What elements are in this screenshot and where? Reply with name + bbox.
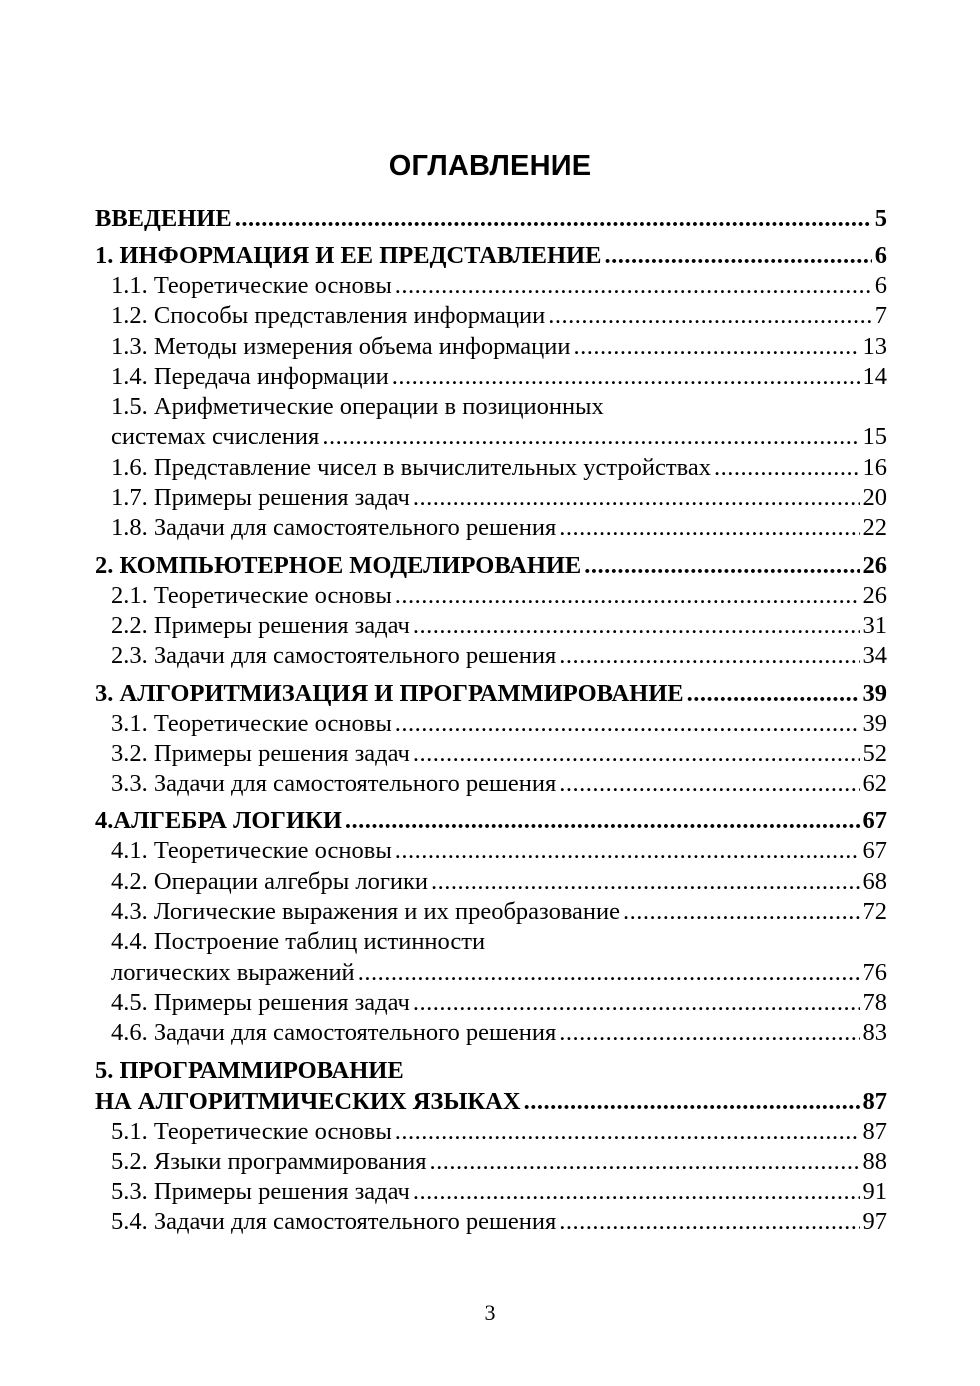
dot-leader <box>687 678 860 709</box>
toc-entry-page: 87 <box>862 1087 887 1115</box>
dot-leader <box>559 769 859 799</box>
toc-section-entry[interactable] <box>95 641 887 671</box>
dot-leader <box>235 203 872 234</box>
dot-leader <box>604 240 871 271</box>
toc-chapter-entry[interactable] <box>95 240 887 271</box>
toc-entry-title: 4.6. Задачи для самостоятельного решения <box>111 1019 557 1047</box>
toc-section-entry[interactable] <box>95 581 887 611</box>
toc-entry-title: 5.4. Задачи для самостоятельного решения <box>111 1208 557 1236</box>
toc-entry-page: 39 <box>862 709 887 737</box>
toc-section-entry[interactable] <box>95 513 887 543</box>
toc-chapter-entry[interactable] <box>95 678 887 709</box>
toc-entry-title: 4.3. Логические выражения и их преобразование <box>111 898 621 926</box>
toc-entry-title: 2. КОМПЬЮТЕРНОЕ МОДЕЛИРОВАНИЕ <box>95 551 582 579</box>
dot-leader <box>413 1177 860 1207</box>
toc-entry-title: 3.2. Примеры решения задач <box>111 739 410 767</box>
dot-leader <box>714 453 860 483</box>
toc-entry-page: 91 <box>862 1178 887 1206</box>
toc-entry-title: 1.1. Теоретические основы <box>111 272 392 299</box>
toc-entry-title: 2.2. Примеры решения задач <box>111 611 410 639</box>
toc-entry-page: 68 <box>862 867 887 895</box>
toc-section-entry[interactable] <box>95 392 887 422</box>
dot-leader <box>413 611 860 641</box>
toc-entry-page: 67 <box>862 807 887 835</box>
dot-leader <box>395 709 860 739</box>
toc-section-entry[interactable] <box>95 769 887 799</box>
toc-entry-title: 1. ИНФОРМАЦИЯ И ЕЕ ПРЕДСТАВЛЕНИЕ <box>95 242 602 269</box>
dot-leader <box>430 1147 860 1177</box>
toc-section-entry[interactable] <box>95 1207 887 1237</box>
dot-leader <box>559 513 859 543</box>
toc-entry-title: 4.АЛГЕБРА ЛОГИКИ <box>95 807 342 835</box>
toc-entry-title: 3.1. Теоретические основы <box>111 709 392 737</box>
toc-entry-page: 22 <box>862 514 887 542</box>
toc-entry-title: 3. АЛГОРИТМИЗАЦИЯ И ПРОГРАММИРОВАНИЕ <box>95 679 684 707</box>
toc-entry-page: 16 <box>862 453 887 481</box>
toc-entry-title: логических выражений <box>111 958 355 986</box>
toc-section-entry[interactable] <box>95 301 887 331</box>
toc-entry-title: 1.3. Методы измерения объема информации <box>111 332 571 360</box>
dot-leader <box>413 739 860 769</box>
toc-section-entry[interactable] <box>95 362 887 392</box>
dot-leader <box>322 422 859 452</box>
toc-section-entry[interactable] <box>95 271 887 301</box>
toc-section-entry[interactable] <box>95 867 887 897</box>
toc-entry-title: 3.3. Задачи для самостоятельного решения <box>111 770 557 798</box>
toc-entry-page: 20 <box>862 484 887 512</box>
dot-leader <box>392 362 860 392</box>
toc-entry-title: системах счисления <box>111 423 320 451</box>
toc-entry-title: 1.8. Задачи для самостоятельного решения <box>111 514 557 542</box>
page-number: 3 <box>484 1300 496 1325</box>
toc-chapter-entry[interactable] <box>95 550 887 581</box>
toc-entry-title: 1.7. Примеры решения задач <box>111 484 410 512</box>
toc-entry-title: 1.6. Представление чисел в вычислительных устройствах <box>111 453 711 481</box>
toc-entry-page: 83 <box>862 1019 887 1047</box>
toc-chapter-entry[interactable] <box>95 1086 887 1117</box>
dot-leader <box>413 988 860 1018</box>
toc-section-entry[interactable] <box>95 483 887 513</box>
dot-leader <box>548 301 872 331</box>
toc-entry-title: 2.1. Теоретические основы <box>111 581 392 609</box>
toc-entry-title: ВВЕДЕНИЕ <box>95 205 232 232</box>
dot-leader <box>559 1207 859 1237</box>
dot-leader <box>623 897 859 927</box>
dot-leader <box>559 641 859 671</box>
toc-section-entry[interactable] <box>95 453 887 483</box>
toc-section-entry[interactable] <box>95 1177 887 1207</box>
toc-entry-page: 87 <box>862 1117 887 1145</box>
dot-leader <box>524 1086 860 1117</box>
toc-entry-title: 1.2. Способы представления информации <box>111 302 546 330</box>
toc-entry-page: 72 <box>862 898 887 926</box>
dot-leader <box>395 1117 860 1147</box>
toc-entry-title: 5. ПРОГРАММИРОВАНИЕ <box>95 1056 404 1084</box>
toc-section-entry[interactable] <box>95 988 887 1018</box>
toc-entry-page: 14 <box>862 362 887 390</box>
toc-entry-title: 2.3. Задачи для самостоятельного решения <box>111 642 557 670</box>
toc-section-entry[interactable] <box>95 927 887 957</box>
toc-entry-title: НА АЛГОРИТМИЧЕСКИХ ЯЗЫКАХ <box>95 1087 521 1115</box>
toc-chapter-entry[interactable] <box>95 805 887 836</box>
dot-leader <box>345 805 860 836</box>
dot-leader <box>574 332 860 362</box>
toc-chapter-entry[interactable] <box>95 203 887 234</box>
toc-entry-title: 5.3. Примеры решения задач <box>111 1178 410 1206</box>
toc-entry-page: 6 <box>874 272 887 299</box>
dot-leader <box>413 483 860 513</box>
toc-entry-page: 76 <box>862 958 887 986</box>
toc-entry-page: 78 <box>862 988 887 1016</box>
toc-entry-title: 5.1. Теоретические основы <box>111 1117 392 1145</box>
toc-entry-page: 7 <box>874 302 887 330</box>
toc-entry-page: 52 <box>862 739 887 767</box>
toc-entry-title: 4.5. Примеры решения задач <box>111 988 410 1016</box>
dot-leader <box>358 958 860 988</box>
dot-leader <box>395 836 860 866</box>
toc-entry-title: 4.4. Построение таблиц истинности <box>111 928 486 956</box>
toc-entry-page: 26 <box>862 581 887 609</box>
toc-section-entry[interactable] <box>95 739 887 769</box>
toc-entry-page: 97 <box>862 1208 887 1236</box>
toc-section-entry[interactable] <box>95 1117 887 1147</box>
page-title: ОГЛАВЛЕНИЕ <box>388 150 592 182</box>
dot-leader <box>431 867 859 897</box>
toc-entry-page: 67 <box>862 837 887 865</box>
toc-entry-title: 1.4. Передача информации <box>111 362 389 390</box>
toc-entry-title: 4.1. Теоретические основы <box>111 837 392 865</box>
toc-section-entry[interactable] <box>95 709 887 739</box>
table-of-contents <box>95 203 887 1238</box>
dot-leader <box>559 1018 859 1048</box>
toc-entry-page: 88 <box>862 1147 887 1175</box>
toc-entry-page: 34 <box>862 642 887 670</box>
toc-section-entry[interactable] <box>95 897 887 927</box>
toc-section-entry[interactable] <box>95 1018 887 1048</box>
toc-section-entry[interactable] <box>95 332 887 362</box>
dot-leader <box>395 271 872 301</box>
toc-entry-title: 5.2. Языки программирования <box>111 1147 427 1175</box>
toc-entry-page: 62 <box>862 770 887 798</box>
toc-entry-title: 1.5. Арифметические операции в позиционных <box>111 393 604 421</box>
toc-entry-page: 13 <box>862 332 887 360</box>
toc-section-entry[interactable] <box>95 1147 887 1177</box>
toc-entry-page: 31 <box>862 611 887 639</box>
toc-section-entry[interactable] <box>95 836 887 866</box>
dot-leader <box>395 581 860 611</box>
toc-section-entry[interactable] <box>95 422 887 452</box>
dot-leader <box>584 550 859 581</box>
toc-section-entry[interactable] <box>95 611 887 641</box>
toc-entry-page: 15 <box>862 423 887 451</box>
toc-section-entry[interactable] <box>95 958 887 988</box>
toc-chapter-entry[interactable] <box>95 1055 887 1086</box>
toc-entry-page: 39 <box>862 679 887 707</box>
toc-entry-page: 5 <box>874 205 887 232</box>
toc-entry-page: 6 <box>874 242 887 269</box>
toc-entry-page: 26 <box>862 551 887 579</box>
toc-entry-title: 4.2. Операции алгебры логики <box>111 867 429 895</box>
